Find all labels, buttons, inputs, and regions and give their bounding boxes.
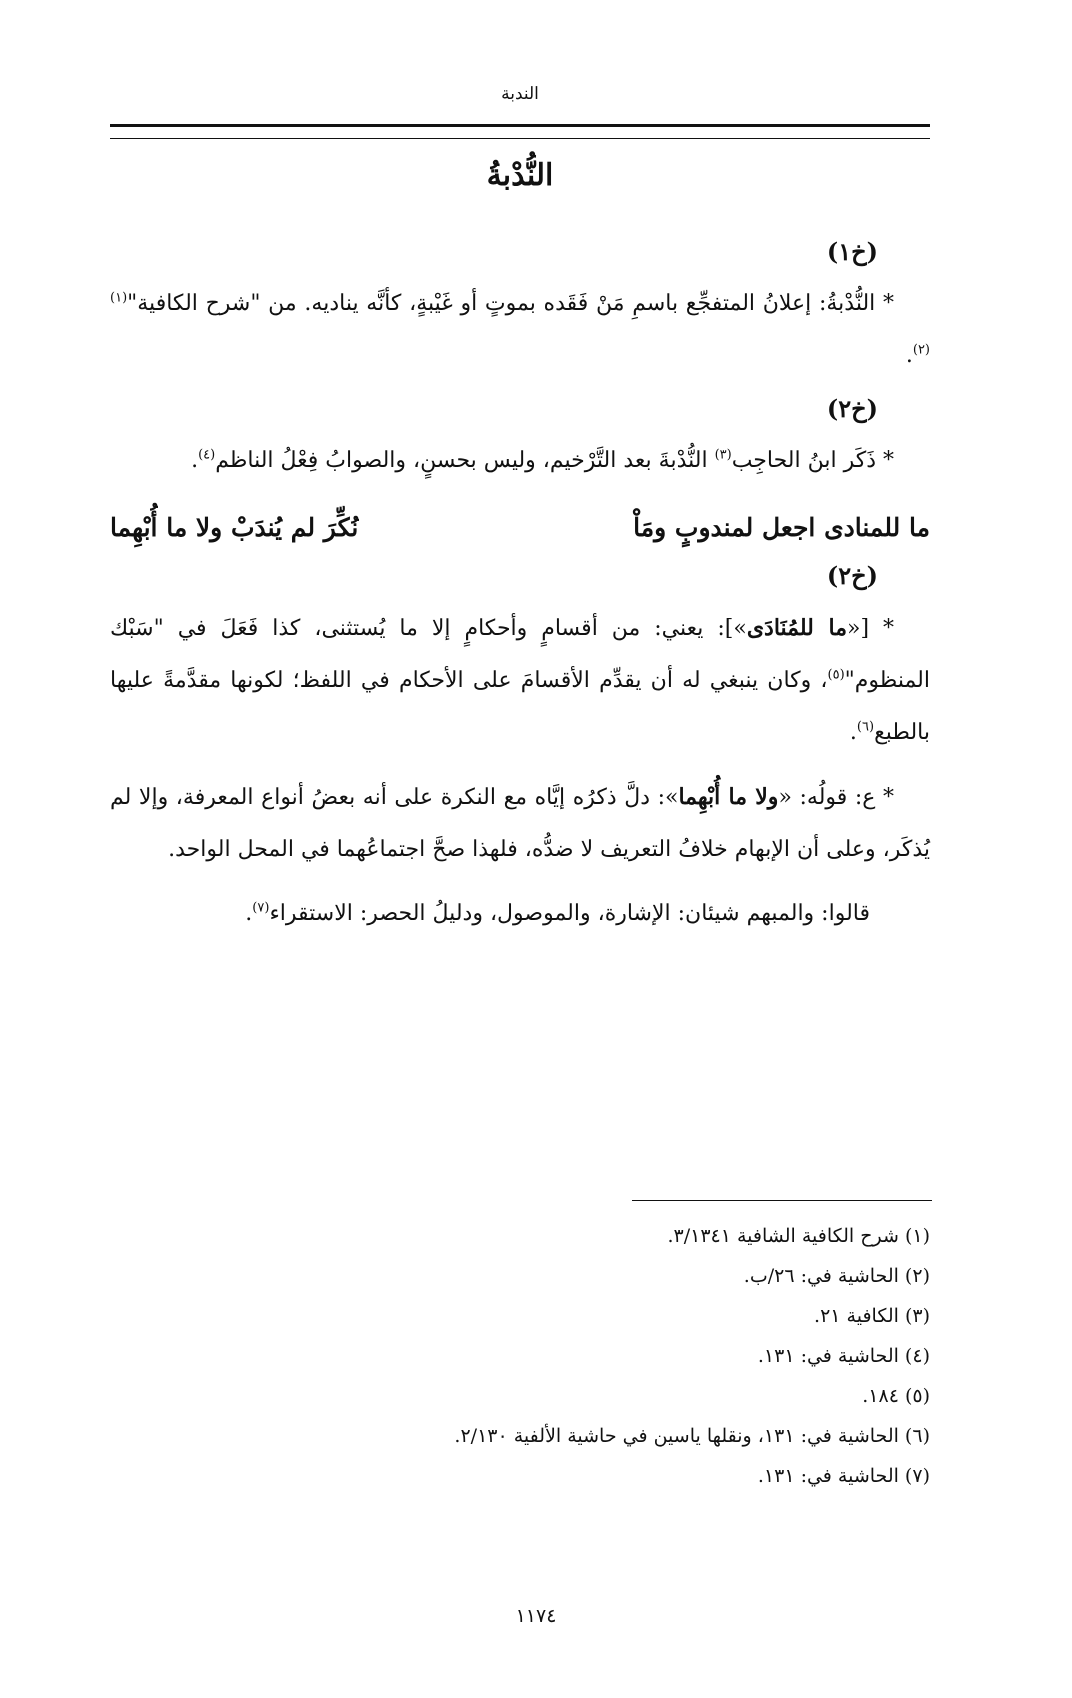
paragraph: * ذَكَر ابنُ الحاجِب$^{(٣)}$ النُّدْبةَ بعد التَّرْخيم، وليس بحسنٍ، والصوابُ فِعْلُ الناظم$^{(٤)}$.: [191, 447, 894, 473]
footnote-ref: (٤): [198, 447, 216, 463]
footnote: (٥) ١٨٤.: [862, 1385, 930, 1407]
footnote: (٢) الحاشية في: ٢٦/ب.: [743, 1265, 930, 1287]
footnote-ref: (٥): [827, 667, 845, 683]
running-header: الندبة: [501, 84, 539, 104]
footnote-ref: (٦): [856, 719, 875, 735]
section-marker: (خ١): [826, 237, 878, 266]
quoted-verse-term: ولا ما أُبْهِما: [678, 784, 779, 810]
paragraph: * النُّدْبةُ: إعلانُ المتفجِّع باسمِ مَنْ فَقَده بموتٍ أو غَيْبةٍ، كأنَّه يناديه. من "شرح الكافية"$^{(١)(٢)}$.: [110, 290, 930, 368]
header-rule-thin: [110, 138, 930, 139]
footnote: (٧) الحاشية في: ١٣١.: [757, 1465, 930, 1487]
footnote-ref: (٧): [252, 900, 270, 916]
footnote: (١) شرح الكافية الشافية ٣/١٣٤١.: [667, 1225, 930, 1247]
verse-first-hemistich: ما للمنادى اجعل لمندوبٍ ومَاْ: [633, 513, 930, 542]
page-number: ١١٧٤: [515, 1605, 557, 1627]
footnote-ref: (٣): [714, 447, 732, 463]
quoted-verse-term: ما للمُنَادَى: [746, 615, 847, 641]
footnote-ref: (١)(٢): [110, 290, 930, 358]
footnote: (٣) الكافية ٢١.: [814, 1305, 930, 1327]
footnote: (٦) الحاشية في: ١٣١، ونقلها ياسين في حاشية الألفية ٢/١٣٠.: [454, 1425, 930, 1447]
paragraph: * ع: قولُه: «ولا ما أُبْهِما»: دلَّ ذكرُه إيَّاه مع النكرة على أنه بعضُ أنواع المعرفة، وإلا لم يُذكَر، وعلى أن الإبهام خلافُ التعريف لا ضدُّه، فلهذا صحَّ اجتماعُهما في المحل الواحد.: [110, 784, 930, 862]
section-marker: (خ٢): [826, 394, 878, 423]
footnote-separator: [632, 1200, 932, 1201]
header-rule-thick: [110, 124, 930, 127]
footnote: (٤) الحاشية في: ١٣١.: [757, 1345, 930, 1367]
section-marker: (خ٢): [826, 561, 878, 590]
verse-second-hemistich: نُكِّرَ لم يُندَبْ ولا ما أُبْهِما: [110, 513, 359, 542]
paragraph: * [«ما للمُنَادَى»]: يعني: من أقسامٍ وأحكامٍ إلا ما يُستثنى، كذا فَعَلَ في "سَبْك المنظوم"$^{(٥)}$، وكان ينبغي له أن يقدِّم الأقسامَ على الأحكام في اللفظ؛ لكونها مقدَّمةً عليها بالطبع$^{(٦)}$.: [110, 615, 930, 745]
main-text: [110, 150, 930, 952]
chapter-title: النُّدْبةُ: [486, 158, 554, 193]
verse-line: [110, 505, 930, 551]
footnotes: [110, 1216, 930, 1496]
paragraph: قالوا: والمبهم شيئان: الإشارة، والموصول، ودليلُ الحصر: الاستقراء$^{(٧)}$.: [245, 900, 870, 926]
